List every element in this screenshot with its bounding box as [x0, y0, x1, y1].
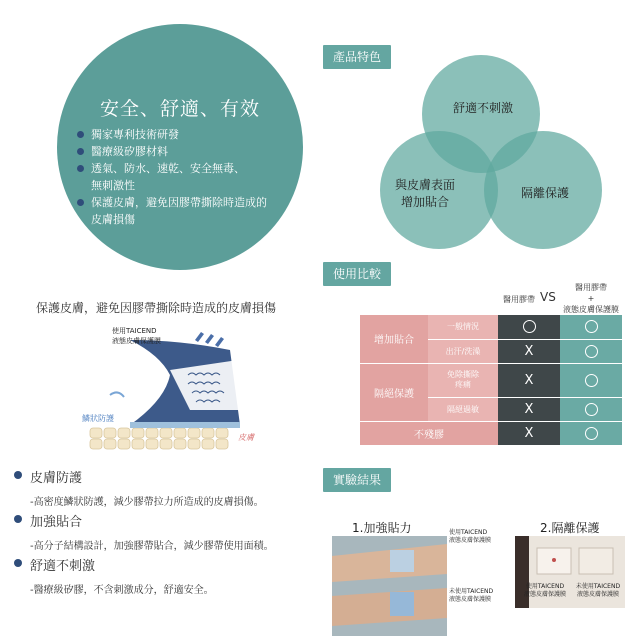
bullet-dot-icon [77, 199, 84, 206]
x-mark-icon: X [524, 343, 534, 359]
cell-a [498, 315, 560, 339]
feature-title: 舒適不刺激 [30, 559, 96, 574]
illustration-title: 保護皮膚，避免因膠帶撕除時造成的皮膚損傷 [36, 301, 277, 315]
cell-a [498, 339, 560, 363]
venn-label-top: 舒適不刺激 [452, 101, 513, 115]
list-item: 透氣、防水、速乾、安全無毒、無刺激性 [77, 160, 252, 194]
list-item: 醫療級矽膠材料 [77, 143, 287, 160]
annotation-used-top: 使用TAICEND 液態皮膚保護膜 [449, 529, 492, 544]
x-mark-icon: X [524, 425, 534, 441]
venn-label-left: 與皮膚表面 增加貼合 [394, 178, 455, 209]
bullet-dot-icon [14, 515, 22, 523]
feature-title: 加強貼合 [30, 515, 83, 530]
arm-photo-graphic [332, 536, 447, 636]
feature-desc: -高分子結構設計，加強膠帶貼合，減少膠帶使用面積。 [30, 541, 274, 552]
bullet-dot-icon [14, 559, 22, 567]
row-label: 出汗/洗澡 [428, 339, 498, 363]
compare-col-a: 醫用膠帶 [503, 295, 535, 304]
circle-title: 安全、舒適、有效 [99, 98, 260, 120]
annotation-used-right: 使用TAICEND 液態皮膚保護膜 [523, 583, 566, 598]
section-heading-compare: 使用比較 [323, 262, 391, 286]
venn-label-right: 隔離保護 [520, 186, 569, 200]
row-label: 不殘膠 [360, 421, 498, 445]
circle-mark-icon [585, 320, 598, 333]
cell-b [560, 397, 622, 421]
x-mark-icon: X [524, 401, 534, 417]
feature-desc: -醫療級矽膠，不含刺激成分，舒適安全。 [30, 585, 214, 596]
feature-title: 皮膚防護 [30, 471, 83, 486]
bullet-dot-icon [14, 471, 22, 479]
result-title-adhesion: 1.加強貼力 [352, 521, 412, 535]
feature-skin-protection [14, 467, 264, 508]
film-label: 使用TAICEND 液態皮膚保護膜 [112, 327, 161, 345]
circle-mark-icon [585, 427, 598, 440]
feature-circle [57, 24, 303, 270]
table-row [360, 363, 622, 397]
circle-mark-icon [585, 345, 598, 358]
list-item: 獨家專利技術研發 [77, 126, 287, 143]
compare-col-b: 醫用膠帶 + 液態皮膚保護膜 [563, 283, 619, 314]
cell-b [560, 339, 622, 363]
feature-comfort [14, 555, 214, 596]
circle-mark-icon [585, 403, 598, 416]
section-heading-results: 實驗結果 [323, 468, 391, 492]
cell-b [560, 315, 622, 339]
circle-mark-icon [523, 320, 536, 333]
skin-protection-illustration [70, 320, 280, 450]
bullet-dot-icon [77, 131, 84, 138]
bullet-dot-icon [77, 165, 84, 172]
cell-a [498, 397, 560, 421]
group-label-isolation: 隔絕保護 [360, 363, 428, 421]
feature-desc: -高密度鱗狀防護，減少膠帶拉力所造成的皮膚損傷。 [30, 497, 264, 508]
circle-bullet-list [77, 126, 287, 228]
row-label: 免除撕除 疼痛 [428, 363, 498, 397]
x-mark-icon: X [524, 372, 534, 388]
circle-mark-icon [585, 374, 598, 387]
annotation-unused-bottom: 未使用TAICEND 液態皮膚保護膜 [449, 588, 494, 603]
scale-protection-label: 鱗狀防護 [82, 414, 114, 423]
venn-diagram [355, 55, 615, 265]
list-item: 保護皮膚，避免因膠帶撕除時造成的皮膚損傷 [77, 194, 267, 228]
feature-adhesion [14, 511, 274, 552]
cell-a [498, 421, 560, 445]
annotation-unused-right: 未使用TAICEND 液態皮膚保護膜 [575, 583, 621, 598]
comparison-table [360, 315, 622, 446]
bullet-dot-icon [77, 148, 84, 155]
arm-photo [332, 536, 447, 636]
skin-label: 皮膚 [238, 433, 254, 442]
cell-b [560, 363, 622, 397]
table-row [360, 315, 622, 339]
table-row [360, 421, 622, 445]
row-label: 一般情況 [428, 315, 498, 339]
group-label-adhesion: 增加貼合 [360, 315, 428, 363]
skin-layer-graphic [70, 320, 280, 450]
compare-vs: VS [540, 290, 556, 304]
section-heading-features: 產品特色 [323, 45, 391, 69]
result-title-isolation: 2.隔離保護 [540, 521, 600, 535]
row-label: 隔絕過敏 [428, 397, 498, 421]
cell-a [498, 363, 560, 397]
cell-b [560, 421, 622, 445]
